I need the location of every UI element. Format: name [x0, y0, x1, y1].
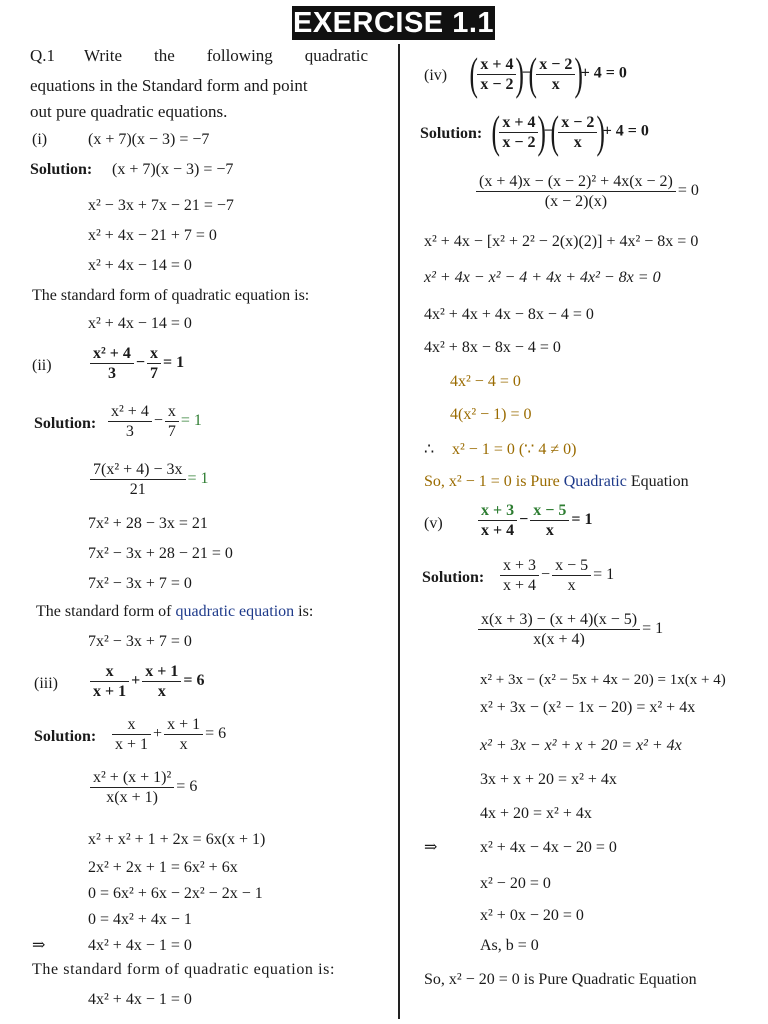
v-step-8: x² − 20 = 0 — [480, 875, 551, 892]
part-ii-label: (ii) — [32, 357, 52, 374]
i-step-3: x² + 4x − 14 = 0 — [88, 257, 192, 274]
part-iv-label: (iv) — [424, 67, 448, 84]
iii-step-5: 0 = 4x² + 4x − 1 — [88, 911, 192, 928]
standard-form-text-1: The standard form of quadratic equation is: — [32, 287, 310, 304]
part-i-label: (i) — [32, 131, 48, 148]
part-v-equation: $\frac{x + 3}{x + 4}$ − $\frac{x - 5}{x}$ = 1 — [476, 501, 593, 540]
i-standard-form: x² + 4x − 14 = 0 — [88, 315, 192, 332]
question-label: Q.1 — [30, 46, 56, 65]
solution-iv-label: Solution: — [420, 125, 483, 142]
question-text-line3: out pure quadratic equations. — [30, 102, 228, 121]
ii-standard-form: 7x² − 3x + 7 = 0 — [88, 633, 192, 650]
iv-step-4: 4x² + 4x + 4x − 8x − 4 = 0 — [424, 306, 594, 323]
v-step-7: x² + 4x − 4x − 20 = 0 — [480, 839, 617, 856]
solution-iii-equation: $\frac{x}{x + 1}$ + $\frac{x + 1}{x}$ = 6 — [110, 715, 226, 754]
v-step-10: As, b = 0 — [480, 937, 539, 954]
iii-step-4: 0 = 6x² + 6x − 2x² − 2x − 1 — [88, 885, 263, 902]
column-divider — [398, 44, 400, 1019]
iv-step-7: 4(x² − 1) = 0 — [450, 406, 532, 423]
v-step-9: x² + 0x − 20 = 0 — [480, 907, 584, 924]
iv-step-6: 4x² − 4 = 0 — [450, 373, 521, 390]
solution-i-label: Solution: — [30, 161, 93, 178]
v-step-2: x² + 3x − (x² − 5x + 4x − 20) = 1x(x + 4) — [480, 672, 726, 688]
question-text-line2: equations in the Standard form and point — [30, 76, 308, 95]
solution-i-equation: (x + 7)(x − 3) = −7 — [112, 161, 234, 178]
i-step-1: x² − 3x + 7x − 21 = −7 — [88, 197, 234, 214]
iii-standard-form: 4x² + 4x − 1 = 0 — [88, 991, 192, 1008]
i-step-2: x² + 4x − 21 + 7 = 0 — [88, 227, 217, 244]
iii-step-6: 4x² + 4x − 1 = 0 — [88, 937, 192, 954]
implies-symbol-v: ⇒ — [424, 839, 438, 856]
ii-step-3: 7x² − 3x + 28 − 21 = 0 — [88, 545, 233, 562]
iv-step-2: x² + 4x − [x² + 2² − 2(x)(2)] + 4x² − 8x = 0 — [424, 233, 699, 250]
exercise-title: EXERCISE 1.1 — [292, 7, 495, 39]
v-step-1: $\frac{x(x + 3) - (x + 4)(x - 5)}{x(x + 4)}$ = 1 — [476, 610, 663, 649]
part-iv-equation: ( $\frac{x + 4}{x - 2}$ )−( $\frac{x - 2}{x}$ )+ 4 = 0 — [469, 48, 627, 99]
ii-step-4: 7x² − 3x + 7 = 0 — [88, 575, 192, 592]
part-ii-equation: $\frac{\text{x² + 4}}{3}$ − $\frac{x}{7}$ = 1 — [88, 344, 184, 383]
therefore-symbol: ∴ — [424, 441, 435, 458]
v-conclusion: So, x² − 20 = 0 is Pure Quadratic Equation — [424, 971, 697, 988]
iv-conclusion: So, x² − 1 = 0 is Pure Quadratic Equation — [424, 473, 689, 490]
solution-v-label: Solution: — [422, 569, 485, 586]
solution-iii-label: Solution: — [34, 728, 97, 745]
ii-step-2: 7x² + 28 − 3x = 21 — [88, 515, 208, 532]
iv-step-5: 4x² + 8x − 8x − 4 = 0 — [424, 339, 561, 356]
v-step-3: x² + 3x − (x² − 1x − 20) = x² + 4x — [480, 699, 696, 716]
v-step-5: 3x + x + 20 = x² + 4x — [480, 771, 617, 788]
part-iii-label: (iii) — [34, 675, 58, 692]
iv-step-1: $\frac{\text{(x + 4)x − (x − 2)² + 4x(x − 2)}}{(x - 2)(x)}$ = 0 — [474, 172, 699, 211]
iv-step-8: x² − 1 = 0 (∵ 4 ≠ 0) — [452, 441, 577, 458]
solution-ii-label: Solution: — [34, 415, 97, 432]
implies-symbol: ⇒ — [32, 937, 46, 954]
solution-ii-equation: $\frac{\text{x² + 4}}{3}$ − $\frac{x}{7}$ = 1 — [106, 402, 202, 441]
solution-iv-equation: ( $\frac{x + 4}{x - 2}$ )−( $\frac{x - 2}{x}$ )+ 4 = 0 — [491, 106, 649, 157]
question-text-line1: Write the following quadratic — [84, 46, 368, 65]
part-iii-equation: $\frac{x}{x + 1}$ + $\frac{x + 1}{x}$ = 6 — [88, 662, 205, 701]
v-step-4: x² + 3x − x² + x + 20 = x² + 4x — [480, 737, 682, 754]
v-step-6: 4x + 20 = x² + 4x — [480, 805, 592, 822]
ii-step-1: $\frac{\text{7(x² + 4) − 3x}}{21}$ = 1 — [88, 460, 209, 499]
part-i-equation: (x + 7)(x − 3) = −7 — [88, 131, 210, 148]
iii-step-3: 2x² + 2x + 1 = 6x² + 6x — [88, 859, 238, 876]
iv-step-3: x² + 4x − x² − 4 + 4x + 4x² − 8x = 0 — [424, 269, 661, 286]
solution-v-equation: $\frac{x + 3}{x + 4}$ − $\frac{x - 5}{x}$ = 1 — [498, 556, 614, 595]
standard-form-text-3: The standard form of quadratic equation is: — [32, 961, 336, 978]
standard-form-text-2: The standard form of quadratic equation is: — [36, 603, 314, 620]
part-v-label: (v) — [424, 515, 443, 532]
iii-step-1: $\frac{\text{x² + (x + 1)²}}{x(x + 1)}$ = 6 — [88, 768, 197, 807]
iii-step-2: x² + x² + 1 + 2x = 6x(x + 1) — [88, 831, 266, 848]
